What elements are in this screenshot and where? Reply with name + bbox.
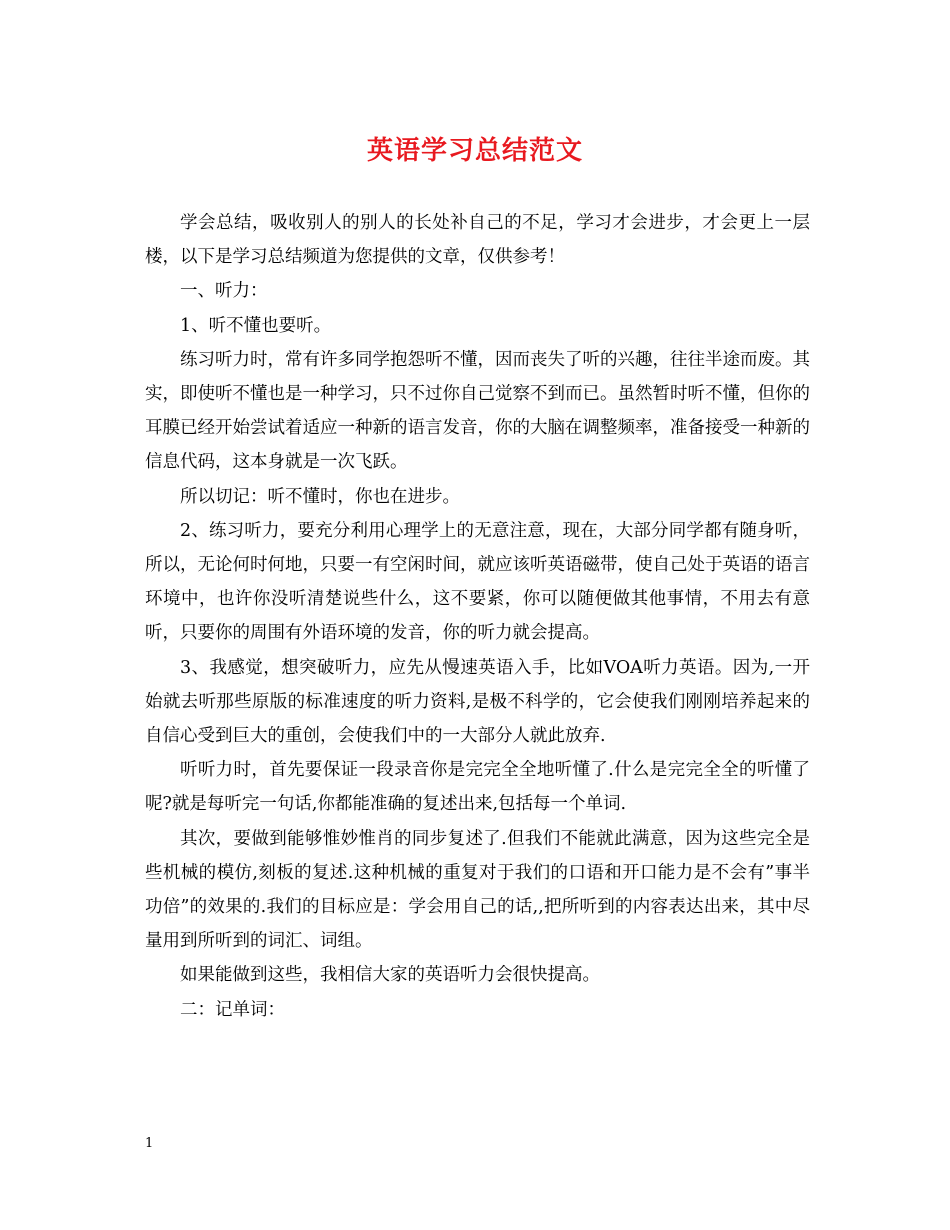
paragraph-slow-english: 3、我感觉，想突破听力，应先从慢速英语入手，比如VOA听力英语。因为,一开始就去听那些原版的标准速度的听力资料,是极不科学的，它会使我们刚刚培养起来的自信心受到巨大的重创，会使我们中的一大部分人就此放弃. bbox=[145, 657, 810, 747]
page-number: 1 bbox=[145, 1136, 154, 1151]
paragraph-improvement: 如果能做到这些，我相信大家的英语听力会很快提高。 bbox=[180, 965, 600, 986]
paragraph-remember-progress: 所以切记：听不懂时，你也在进步。 bbox=[180, 486, 460, 507]
page-title: 英语学习总结范文 bbox=[366, 136, 583, 166]
section-heading-vocabulary: 二：记单词： bbox=[180, 999, 285, 1020]
document-body bbox=[145, 206, 810, 1027]
paragraph-synchronous-retelling: 其次，要做到能够惟妙惟肖的同步复述了.但我们不能就此满意，因为这些完全是些机械的模仿,刻板的复述.这种机械的重复对于我们的口语和开口能力是不会有”事半功倍”的效果的.我们的目标应是：学会用自己的话,,把所听到的内容表达出来，其中尽量用到所听到的词汇、词组。 bbox=[145, 828, 810, 952]
paragraph-understand-fully: 听听力时，首先要保证一段录音你是完完全全地听懂了.什么是完完全全的听懂了呢?就是每听完一句话,你都能准确的复述出来,包括每一个单词. bbox=[145, 760, 810, 815]
section-heading-listening: 一、听力： bbox=[180, 281, 268, 302]
paragraph-intro: 学会总结，吸收别人的别人的长处补自己的不足，学习才会进步，才会更上一层楼，以下是学习总结频道为您提供的文章，仅供参考！ bbox=[145, 213, 810, 268]
paragraph-unintentional-attention: 2、练习听力，要充分利用心理学上的无意注意，现在，大部分同学都有随身听，所以，无论何时何地，只要一有空闲时间，就应该听英语磁带，使自己处于英语的语言环境中，也许你没听清楚说些什么，这不要紧，你可以随便做其他事情，不用去有意听，只要你的周围有外语环境的发音，你的听力就会提高。 bbox=[145, 520, 810, 644]
subheading-listen-even-if-not-understood: 1、听不懂也要听。 bbox=[180, 315, 332, 336]
paragraph-listening-practice: 练习听力时，常有许多同学抱怨听不懂，因而丧失了听的兴趣，往往半途而废。其实，即使听不懂也是一种学习，只不过你自己觉察不到而已。虽然暂时听不懂，但你的耳膜已经开始尝试着适应一种新的语言发音，你的大脑在调整频率，准备接受一种新的信息代码，这本身就是一次飞跃。 bbox=[145, 349, 810, 473]
